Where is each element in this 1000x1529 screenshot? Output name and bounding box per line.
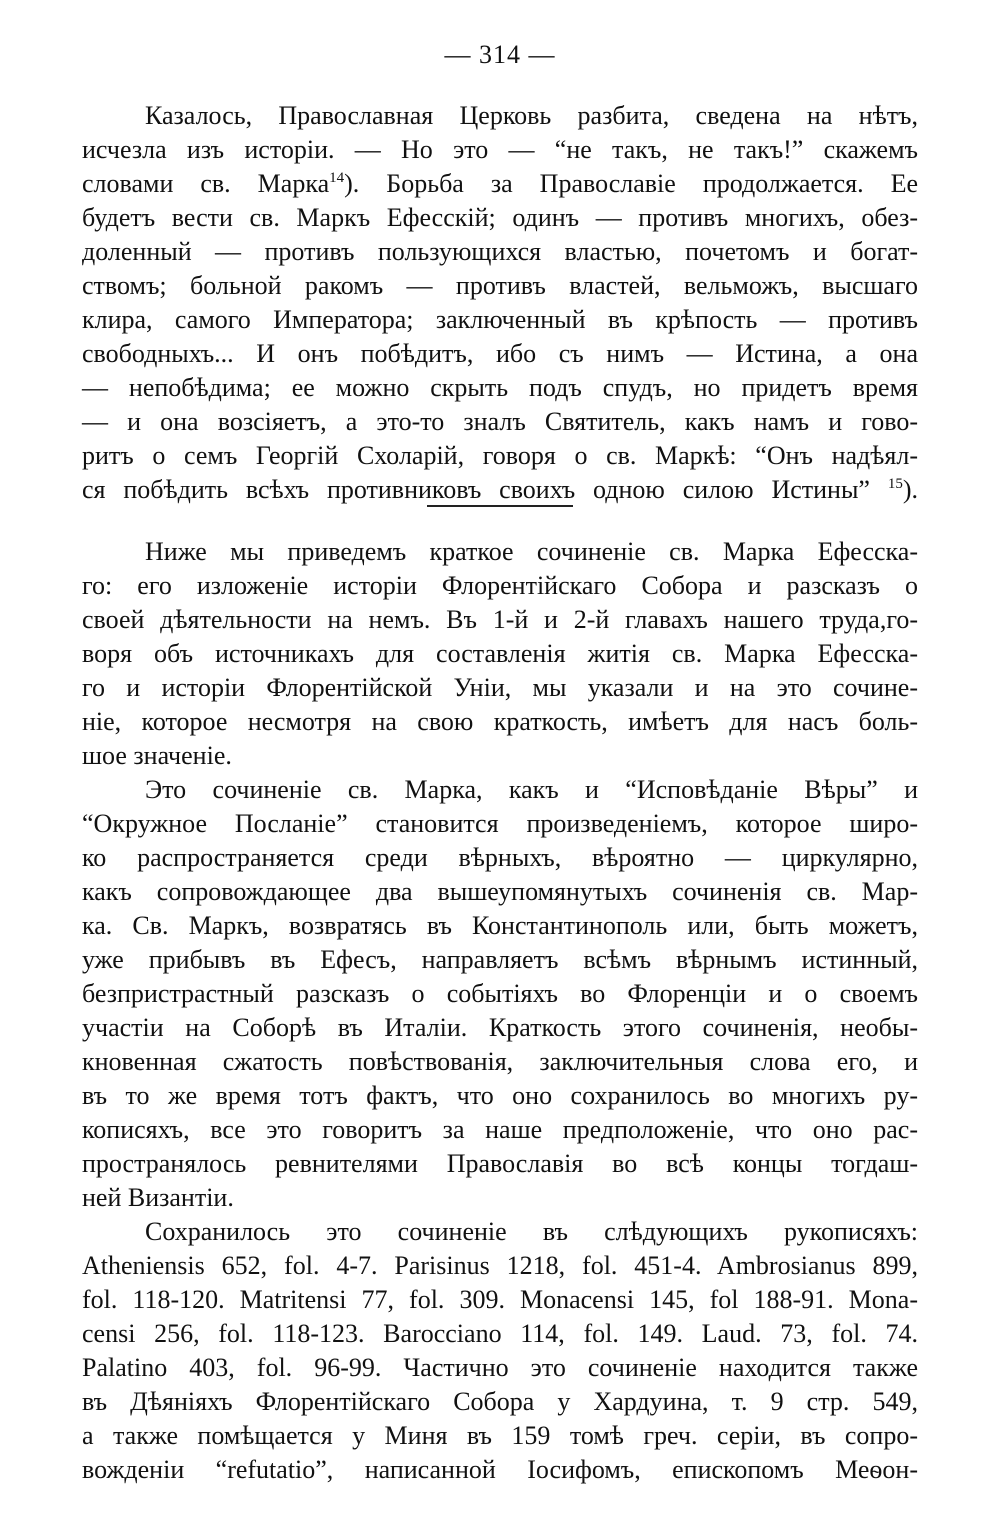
text-line: Atheniensis 652, fol. 4-7. Parisinus 1218, fol. 451-4. Ambrosianus 899, — [82, 1251, 918, 1280]
text-line: ко распространяется среди вѣрныхъ, вѣроятно — циркулярно, — [82, 843, 918, 872]
text-line: а также помѣщается у Миня въ 159 томѣ греч. серіи, въ сопро- — [82, 1421, 918, 1450]
text-span: ). — [902, 475, 919, 504]
text-line: ніе, которое несмотря на свою краткость, имѣетъ для насъ боль- — [82, 707, 918, 736]
text-line: воря объ источникахъ для составленія житія св. Марка Ефесска- — [82, 639, 918, 668]
text-line: Это сочиненіе св. Марка, какъ и “Исповѣданіе Вѣры” и — [145, 775, 918, 804]
text-span: словами св. Марка — [82, 169, 330, 198]
text-line: fol. 118-120. Matritensi 77, fol. 309. Monacensi 145, fol 188-91. Mona- — [82, 1285, 918, 1314]
text-span: ся побѣдить всѣхъ противниковъ своихъ одною силою Истины” — [82, 475, 870, 504]
text-line: шое значеніе. — [82, 741, 232, 770]
page-number: — 314 — — [444, 40, 556, 69]
text-line: исчезла изъ исторіи. — Но это — “не такъ, не такъ!” скажемъ — [82, 135, 918, 164]
text-line: “Окружное Посланіе” становится произведеніемъ, которое широ- — [82, 809, 918, 838]
text-line: вожденіи “refutatio”, написанной Іосифомъ, епископомъ Меѳон- — [82, 1455, 918, 1484]
text-line: въ Дѣяніяхъ Флорентійскаго Собора у Хардуина, т. 9 стр. 549, — [82, 1387, 918, 1416]
text-line: Ниже мы приведемъ краткое сочиненіе св. Марка Ефесска- — [145, 537, 918, 566]
text-line: какъ сопровождающее два вышеупомянутыхъ сочиненія св. Мар- — [82, 877, 918, 906]
text-line: Казалось, Православная Церковь разбита, сведена на нѣтъ, — [145, 101, 918, 130]
text-line: — непобѣдима; ее можно скрыть подъ спудъ, но придетъ время — [82, 373, 918, 402]
text-line: — и она возсіяетъ, а это-то зналъ Святитель, какъ намъ и гово- — [82, 407, 918, 436]
text-line: ка. Св. Маркъ, возвратясь въ Константинополь или, быть можетъ, — [82, 911, 918, 940]
text-line: кновенная сжатость повѣствованія, заключительныя слова его, и — [82, 1047, 918, 1076]
text-line: ней Византіи. — [82, 1183, 234, 1212]
text-line: клира, самого Императора; заключенный въ крѣпость — противъ — [82, 305, 918, 334]
text-line — [82, 167, 918, 201]
text-line: пространялось ревнителями Православія во всѣ концы тогдаш- — [82, 1149, 918, 1178]
text-line: кописяхъ, все это говоритъ за наше предположеніе, что оно рас- — [82, 1115, 918, 1144]
text-line: будетъ вести св. Маркъ Ефесскій; одинъ — противъ многихъ, обез- — [82, 203, 918, 232]
text-line: безпристрастный разсказъ о событіяхъ во Флоренціи и о своемъ — [82, 979, 918, 1008]
text-line: свободныхъ... И онъ побѣдитъ, ибо съ нимъ — Истина, а она — [82, 339, 918, 368]
footnote-ref-15: 15 — [887, 476, 903, 492]
text-line: го: его изложеніе исторіи Флорентійскаго Собора и разсказъ о — [82, 571, 918, 600]
text-line: доленный — противъ пользующихся властью, почетомъ и богат- — [82, 237, 918, 266]
text-line: Palatino 403, fol. 96-99. Частично это сочиненіе находится также — [82, 1353, 918, 1382]
section-divider — [427, 505, 573, 507]
text-span: ). Борьба за Православіе продолжается. Ее — [344, 169, 918, 198]
text-line — [82, 473, 918, 507]
text-line: Сохранилось это сочиненіе въ слѣдующихъ рукописяхъ: — [145, 1217, 918, 1246]
text-line: ствомъ; больной ракомъ — противъ властей, вельможъ, высшаго — [82, 271, 918, 300]
text-line: въ то же время тотъ фактъ, что оно сохранилось во многихъ ру- — [82, 1081, 918, 1110]
footnote-ref-14: 14 — [329, 170, 345, 186]
text-line: ритъ о семъ Георгій Схоларій, говоря о св. Маркѣ: “Онъ надѣял- — [82, 441, 918, 470]
text-line: своей дѣятельности на немъ. Въ 1-й и 2-й главахъ нашего труда,го- — [82, 605, 918, 634]
text-line: censi 256, fol. 118-123. Barocciano 114, fol. 149. Laud. 73, fol. 74. — [82, 1319, 918, 1348]
text-line: уже прибывъ въ Ефесъ, направляетъ всѣмъ вѣрнымъ истинный, — [82, 945, 918, 974]
text-line: го и исторіи Флорентійской Уніи, мы указали и на это сочине- — [82, 673, 918, 702]
text-line: участіи на Соборѣ въ Италіи. Краткость этого сочиненія, необы- — [82, 1013, 918, 1042]
